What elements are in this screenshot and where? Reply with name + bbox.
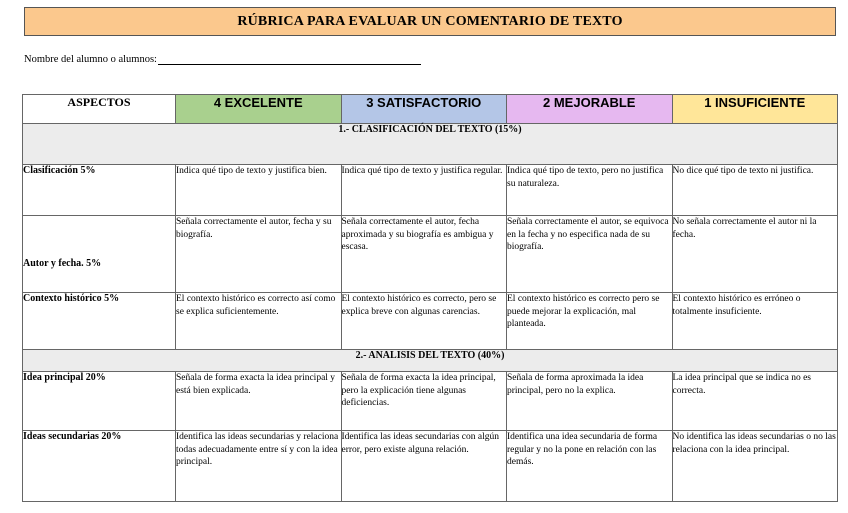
header-level-3: 3 SATISFACTORIO	[341, 95, 507, 124]
aspect-cell: Idea principal 20%	[23, 372, 176, 431]
table-row	[23, 165, 838, 216]
level-3-cell: Señala de forma exacta la idea principal, pero la explicación tiene algunas deficiencias.	[341, 372, 507, 431]
student-name-label: Nombre del alumno o alumnos:	[24, 54, 157, 65]
level-1-cell: La idea principal que se indica no es correcta.	[672, 372, 838, 431]
header-level-4: 4 EXCELENTE	[176, 95, 342, 124]
table-row	[23, 431, 838, 502]
level-2-cell: Señala correctamente el autor, se equivoca en la fecha y no especifica nada de su biografía.	[507, 216, 673, 293]
level-2-cell: El contexto histórico es correcto pero se puede mejorar la explicación, mal planteada.	[507, 293, 673, 350]
level-4-cell: Identifica las ideas secundarias y relaciona todas adecuadamente entre sí y con la idea principal.	[176, 431, 342, 502]
level-1-cell: El contexto histórico es erróneo o totalmente insuficiente.	[672, 293, 838, 350]
student-name-line	[24, 52, 421, 65]
level-1-cell: No señala correctamente el autor ni la fecha.	[672, 216, 838, 293]
section-title-clasificacion: 1.- CLASIFICACIÓN DEL TEXTO (15%)	[23, 124, 838, 165]
aspect-cell: Contexto histórico 5%	[23, 293, 176, 350]
header-level-1: 1 INSUFICIENTE	[672, 95, 838, 124]
level-4-cell: Señala de forma exacta la idea principal y está bien explicada.	[176, 372, 342, 431]
aspect-cell: Clasificación 5%	[23, 165, 176, 216]
table-row	[23, 216, 838, 293]
level-3-cell: El contexto histórico es correcto, pero se explica breve con algunas carencias.	[341, 293, 507, 350]
aspect-cell: Autor y fecha. 5%	[23, 216, 176, 293]
level-2-cell: Señala de forma aproximada la idea principal, pero no la explica.	[507, 372, 673, 431]
level-2-cell: Indica qué tipo de texto, pero no justifica su naturaleza.	[507, 165, 673, 216]
section-title-analisis: 2.- ANALISIS DEL TEXTO (40%)	[23, 350, 838, 372]
table-row	[23, 293, 838, 350]
aspect-cell: Ideas secundarias 20%	[23, 431, 176, 502]
table-row	[23, 372, 838, 431]
rubric-table	[22, 94, 838, 502]
level-4-cell: Indica qué tipo de texto y justifica bien.	[176, 165, 342, 216]
header-aspects: ASPECTOS	[23, 95, 176, 124]
level-3-cell: Señala correctamente el autor, fecha aproximada y su biografía es ambigua y escasa.	[341, 216, 507, 293]
section-row	[23, 124, 838, 165]
level-4-cell: El contexto histórico es correcto así como se explica suficientemente.	[176, 293, 342, 350]
section-row	[23, 350, 838, 372]
level-3-cell: Indica qué tipo de texto y justifica regular.	[341, 165, 507, 216]
level-2-cell: Identifica una idea secundaria de forma regular y no la pone en relación con las demás.	[507, 431, 673, 502]
level-4-cell: Señala correctamente el autor, fecha y su biografía.	[176, 216, 342, 293]
level-3-cell: Identifica las ideas secundarias con algún error, pero existe alguna relación.	[341, 431, 507, 502]
student-name-blank[interactable]	[158, 52, 421, 65]
level-1-cell: No identifica las ideas secundarias o no las relaciona con la idea principal.	[672, 431, 838, 502]
header-level-2: 2 MEJORABLE	[507, 95, 673, 124]
header-row	[23, 95, 838, 124]
page-title: RÚBRICA PARA EVALUAR UN COMENTARIO DE TEXTO	[24, 7, 836, 36]
level-1-cell: No dice qué tipo de texto ni justifica.	[672, 165, 838, 216]
